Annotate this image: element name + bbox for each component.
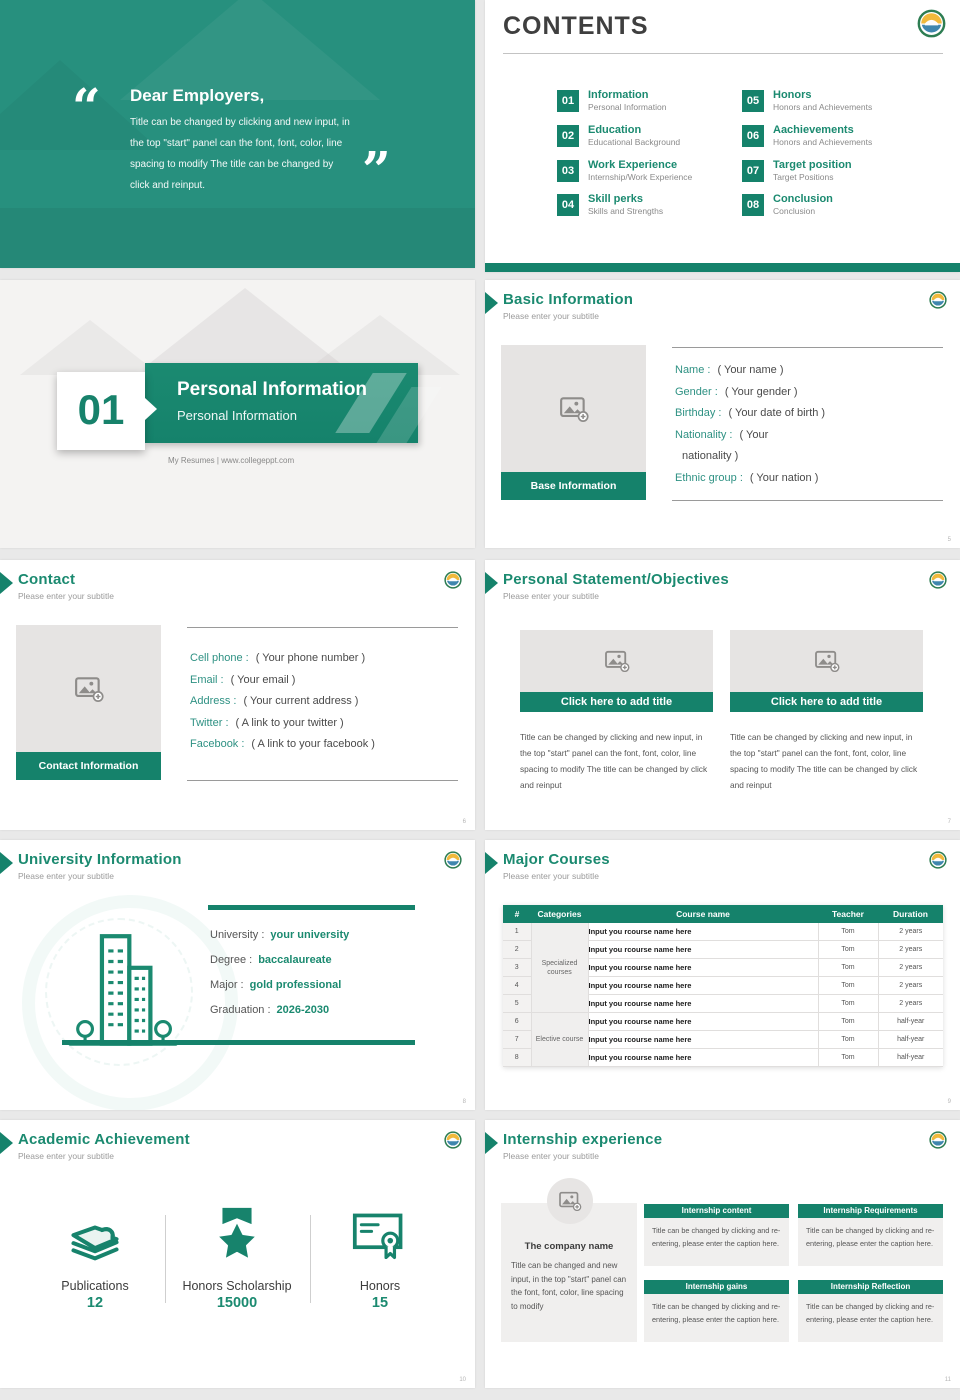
- card-body-text: Title can be changed by clicking and new input, in the top "start" panel can the font, font, color, line spacing to modify The title can be changed by click and reinput: [520, 732, 708, 790]
- contents-item-07: [742, 160, 942, 190]
- slide-subtitle: Please enter your subtitle: [18, 871, 114, 881]
- slide-subtitle: Please enter your subtitle: [503, 591, 599, 601]
- teacher-cell: Tom: [818, 1031, 878, 1049]
- teacher-cell: Tom: [818, 1049, 878, 1067]
- slide-personal-statement: [485, 560, 960, 830]
- duration-cell: half-year: [878, 1031, 943, 1049]
- papers-icon: [66, 1210, 124, 1262]
- duration-cell: 2 years: [878, 995, 943, 1013]
- photo-placeholder: [730, 630, 923, 692]
- item-number-badge: 04: [557, 194, 579, 216]
- slide-title: University Information: [18, 851, 182, 868]
- field-label: Ethnic group :: [675, 471, 743, 484]
- field-label: Twitter :: [190, 716, 229, 729]
- accent-bar: [485, 263, 960, 272]
- item-number-badge: 01: [557, 90, 579, 112]
- item-subtitle: Honors and Achievements: [773, 137, 873, 147]
- item-title: Work Experience: [588, 159, 678, 171]
- internship-box-body: Title can be changed by clicking and re-entering, please enter the caption here.: [798, 1218, 943, 1266]
- item-title: Education: [588, 124, 642, 136]
- slide-title: Contact: [18, 571, 76, 588]
- item-subtitle: Skills and Strengths: [588, 206, 664, 216]
- section-subtitle: Personal Information: [177, 408, 297, 423]
- slide-internship-experience: [485, 1120, 960, 1388]
- section-arrow-icon: [485, 572, 498, 594]
- field-value: 2026-2030: [276, 1004, 330, 1016]
- col-header: Duration: [878, 905, 943, 923]
- internship-box: [644, 1204, 789, 1266]
- item-subtitle: Target Positions: [773, 172, 834, 182]
- teacher-cell: Tom: [818, 941, 878, 959]
- internship-box-title: Internship gains: [644, 1280, 789, 1294]
- achievement-label: Honors: [359, 1279, 401, 1293]
- duration-cell: 2 years: [878, 977, 943, 995]
- section-banner: [145, 363, 418, 443]
- divider: [187, 627, 458, 628]
- row-number: 7: [503, 1031, 531, 1049]
- field-label: Name :: [675, 364, 711, 376]
- slide-subtitle: Please enter your subtitle: [503, 311, 599, 321]
- photo-card: [16, 625, 161, 780]
- slide-title: Internship experience: [503, 1131, 663, 1148]
- slide-title: Personal Statement/Objectives: [503, 571, 729, 588]
- internship-box-title: Internship Reflection: [798, 1280, 943, 1294]
- item-number-badge: 07: [742, 160, 764, 182]
- section-number: 01: [77, 386, 125, 433]
- achievement-label: Publications: [61, 1279, 129, 1293]
- col-header: #: [503, 905, 531, 923]
- image-placeholder-icon: [558, 1191, 582, 1211]
- achievement-item: [20, 1205, 170, 1311]
- photo-caption: Contact Information: [16, 752, 161, 780]
- accent-bar: [62, 1040, 415, 1045]
- achievement-item: [305, 1205, 455, 1311]
- achievement-value: 15000: [216, 1295, 258, 1311]
- add-title-button: Click here to add title: [730, 692, 923, 712]
- section-title: Personal Information: [177, 379, 368, 400]
- info-fields: [675, 360, 943, 489]
- slide-section-01: [0, 280, 475, 548]
- company-photo-placeholder: [547, 1178, 593, 1224]
- internship-box: [798, 1280, 943, 1342]
- contents-item-01: [557, 90, 757, 120]
- university-logo-icon: [929, 291, 947, 309]
- item-number-badge: 06: [742, 125, 764, 147]
- field-value: ( Your email ): [230, 673, 296, 686]
- field-label: Email :: [190, 673, 224, 686]
- item-number-badge: 05: [742, 90, 764, 112]
- slide-cover-quote: [0, 0, 475, 268]
- photo-caption: Base Information: [501, 472, 646, 500]
- col-header: Teacher: [818, 905, 878, 923]
- contents-item-02: [557, 125, 757, 155]
- quote-close-icon: ”: [362, 140, 391, 199]
- field-label: Graduation :: [210, 1004, 271, 1016]
- table-row: [503, 1013, 943, 1031]
- slide-academic-achievement: [0, 1120, 475, 1388]
- page-number: 6: [462, 819, 466, 825]
- field-label: Degree :: [210, 954, 253, 966]
- field-row: [675, 468, 943, 490]
- category-cell: Specialized courses: [531, 923, 588, 1013]
- row-number: 2: [503, 941, 531, 959]
- quote-open-icon: “: [72, 77, 101, 136]
- course-cell: Input you rcourse name here: [588, 995, 818, 1013]
- courses-table: [503, 905, 943, 1067]
- university-fields: [210, 923, 349, 1023]
- section-arrow-icon: [0, 852, 13, 874]
- field-label: Facebook :: [190, 738, 245, 750]
- section-arrow-icon: [485, 292, 498, 314]
- contents-item-08: [742, 194, 942, 224]
- duration-cell: half-year: [878, 1049, 943, 1067]
- course-cell: Input you rcourse name here: [588, 941, 818, 959]
- item-subtitle: Conclusion: [773, 206, 816, 216]
- internship-box: [798, 1204, 943, 1266]
- medal-icon: [213, 1206, 261, 1266]
- teacher-cell: Tom: [818, 959, 878, 977]
- company-name: The company name: [524, 1241, 614, 1252]
- page-number: 11: [944, 1377, 951, 1383]
- field-row: [190, 691, 458, 713]
- image-placeholder-icon: [814, 650, 840, 672]
- field-value: ( A link to your twitter ): [235, 716, 344, 729]
- achievement-value: 15: [371, 1295, 389, 1311]
- field-row: [675, 446, 943, 468]
- row-number: 6: [503, 1013, 531, 1031]
- field-row: [675, 360, 943, 382]
- divider: [672, 500, 943, 501]
- item-number-badge: 03: [557, 160, 579, 182]
- statement-card: [730, 630, 923, 793]
- field-row: [210, 973, 349, 998]
- course-cell: Input you rcourse name here: [588, 1049, 818, 1067]
- page-number: 10: [459, 1377, 466, 1383]
- row-number: 8: [503, 1049, 531, 1067]
- item-subtitle: Internship/Work Experience: [588, 172, 693, 182]
- slide-university-information: [0, 840, 475, 1110]
- field-row: [190, 648, 458, 670]
- university-logo-icon: [929, 851, 947, 869]
- slide-subtitle: Please enter your subtitle: [503, 871, 599, 881]
- field-row: [210, 998, 349, 1023]
- teacher-cell: Tom: [818, 1013, 878, 1031]
- field-row: [210, 948, 349, 973]
- table-header-row: [503, 905, 943, 923]
- table-row: [503, 923, 943, 941]
- photo-placeholder: [520, 630, 713, 692]
- internship-box-body: Title can be changed by clicking and re-entering, please enter the caption here.: [798, 1294, 943, 1342]
- photo-placeholder: [501, 345, 646, 472]
- field-row: [675, 403, 943, 425]
- field-value: ( Your name ): [717, 364, 784, 376]
- photo-placeholder: [16, 625, 161, 752]
- item-number-badge: 02: [557, 125, 579, 147]
- slide-subtitle: Please enter your subtitle: [503, 1151, 599, 1161]
- accent-bar: [208, 905, 415, 910]
- row-number: 3: [503, 959, 531, 977]
- item-title: Aachievements: [773, 124, 854, 136]
- field-label: Birthday :: [675, 407, 722, 419]
- item-title: Target position: [773, 159, 852, 171]
- building-roof-shape: [20, 320, 160, 375]
- field-label: Nationality :: [675, 428, 733, 441]
- slide-contact: [0, 560, 475, 830]
- col-header: Categories: [531, 905, 588, 923]
- contents-item-04: [557, 194, 757, 224]
- duration-cell: 2 years: [878, 959, 943, 977]
- field-row: [190, 713, 458, 735]
- duration-cell: 2 years: [878, 923, 943, 941]
- field-label: Gender :: [675, 385, 718, 398]
- slide-major-courses: [485, 840, 960, 1110]
- field-row: [675, 425, 943, 447]
- slide-subtitle: Please enter your subtitle: [18, 591, 114, 601]
- page-number: 5: [947, 537, 951, 543]
- buildings-icon: [62, 932, 184, 1050]
- internship-box: [644, 1280, 789, 1342]
- info-fields: [190, 648, 458, 756]
- item-title: Conclusion: [773, 193, 833, 205]
- field-row: [190, 734, 458, 756]
- teacher-cell: Tom: [818, 923, 878, 941]
- field-label: Address :: [190, 695, 237, 707]
- course-cell: Input you rcourse name here: [588, 1013, 818, 1031]
- internship-box-title: Internship content: [644, 1204, 789, 1218]
- row-number: 4: [503, 977, 531, 995]
- slide-title: Major Courses: [503, 851, 610, 868]
- photo-card: [501, 345, 646, 500]
- field-label: University :: [210, 929, 265, 941]
- section-number-box: [57, 372, 145, 450]
- arrow-notch: [145, 398, 157, 420]
- slide-basic-information: [485, 280, 960, 548]
- section-arrow-icon: [0, 1132, 13, 1154]
- achievement-value: 12: [86, 1295, 104, 1311]
- row-number: 1: [503, 923, 531, 941]
- achievement-item: [162, 1205, 312, 1311]
- field-value: ( Your current address ): [243, 695, 359, 707]
- field-row: [675, 382, 943, 404]
- footer-site-text: My Resumes | www.collegeppt.com: [168, 456, 295, 465]
- slide-title: Basic Information: [503, 291, 634, 308]
- field-value: ( Your nation ): [749, 471, 819, 484]
- field-value: ( Your: [739, 428, 769, 441]
- course-cell: Input you rcourse name here: [588, 1031, 818, 1049]
- field-value: gold professional: [249, 979, 342, 991]
- item-subtitle: Personal Information: [588, 102, 667, 112]
- section-arrow-icon: [0, 572, 13, 594]
- teacher-cell: Tom: [818, 995, 878, 1013]
- internship-box-title: Internship Requirements: [798, 1204, 943, 1218]
- company-description: Title can be changed and new input, in the top "start" panel can the font, font, color, line spacing to modify: [511, 1261, 627, 1311]
- decor-band: [0, 208, 475, 268]
- course-cell: Input you rcourse name here: [588, 959, 818, 977]
- field-row: [190, 670, 458, 692]
- image-placeholder-icon: [559, 396, 589, 422]
- course-cell: Input you rcourse name here: [588, 977, 818, 995]
- field-value: nationality ): [682, 450, 739, 462]
- field-label: Major :: [210, 979, 244, 991]
- item-title: Honors: [773, 89, 812, 101]
- field-label: Cell phone :: [190, 652, 249, 664]
- field-row: [210, 923, 349, 948]
- item-title: Information: [588, 89, 649, 101]
- contents-item-03: [557, 160, 757, 190]
- duration-cell: half-year: [878, 1013, 943, 1031]
- duration-cell: 2 years: [878, 941, 943, 959]
- certificate-icon: [352, 1211, 408, 1261]
- image-placeholder-icon: [74, 676, 104, 702]
- teacher-cell: Tom: [818, 977, 878, 995]
- item-title: Skill perks: [588, 193, 644, 205]
- section-arrow-icon: [485, 1132, 498, 1154]
- contents-item-06: [742, 125, 942, 155]
- course-cell: Input you rcourse name here: [588, 923, 818, 941]
- item-subtitle: Educational Background: [588, 137, 681, 147]
- contents-title: CONTENTS: [503, 12, 649, 40]
- item-subtitle: Honors and Achievements: [773, 102, 873, 112]
- contents-item-05: [742, 90, 942, 120]
- slide-subtitle: Please enter your subtitle: [18, 1151, 114, 1161]
- item-number-badge: 08: [742, 194, 764, 216]
- section-arrow-icon: [485, 852, 498, 874]
- card-body-text: Title can be changed by clicking and new input, in the top "start" panel can the font, font, color, line spacing to modify The title can be changed by click and reinput: [730, 732, 918, 790]
- field-value: ( Your phone number ): [255, 652, 366, 664]
- page-number: 9: [947, 1099, 951, 1105]
- category-cell: Elective course: [531, 1013, 588, 1067]
- field-value: your university: [270, 929, 350, 941]
- col-header: Course name: [588, 905, 818, 923]
- row-number: 5: [503, 995, 531, 1013]
- university-logo-icon: [929, 571, 947, 589]
- divider: [672, 347, 943, 348]
- university-logo-icon: [444, 851, 462, 869]
- quote-body: Title can be changed by clicking and new input, in the top "start" panel can the font, font, color, line spacing to modify The title can be changed by click and reinput.: [130, 117, 350, 191]
- internship-box-body: Title can be changed by clicking and re-entering, please enter the caption here.: [644, 1294, 789, 1342]
- page-number: 7: [947, 819, 951, 825]
- field-value: ( Your gender ): [724, 385, 798, 398]
- slide-title: Academic Achievement: [18, 1131, 190, 1148]
- statement-card: [520, 630, 713, 793]
- achievement-label: Honors Scholarship: [182, 1279, 292, 1293]
- field-value: baccalaureate: [258, 954, 332, 966]
- university-logo-icon: [929, 1131, 947, 1149]
- quote-title: Dear Employers,: [130, 86, 265, 105]
- university-logo-icon: [444, 571, 462, 589]
- divider: [503, 53, 943, 54]
- field-value: ( A link to your facebook ): [251, 738, 375, 750]
- image-placeholder-icon: [604, 650, 630, 672]
- slide-contents: [485, 0, 960, 272]
- divider: [187, 780, 458, 781]
- internship-box-body: Title can be changed by clicking and re-entering, please enter the caption here.: [644, 1218, 789, 1266]
- add-title-button: Click here to add title: [520, 692, 713, 712]
- university-logo-icon: [444, 1131, 462, 1149]
- field-value: ( Your date of birth ): [728, 407, 826, 419]
- page-number: 8: [462, 1099, 466, 1105]
- university-logo-icon: [917, 9, 946, 38]
